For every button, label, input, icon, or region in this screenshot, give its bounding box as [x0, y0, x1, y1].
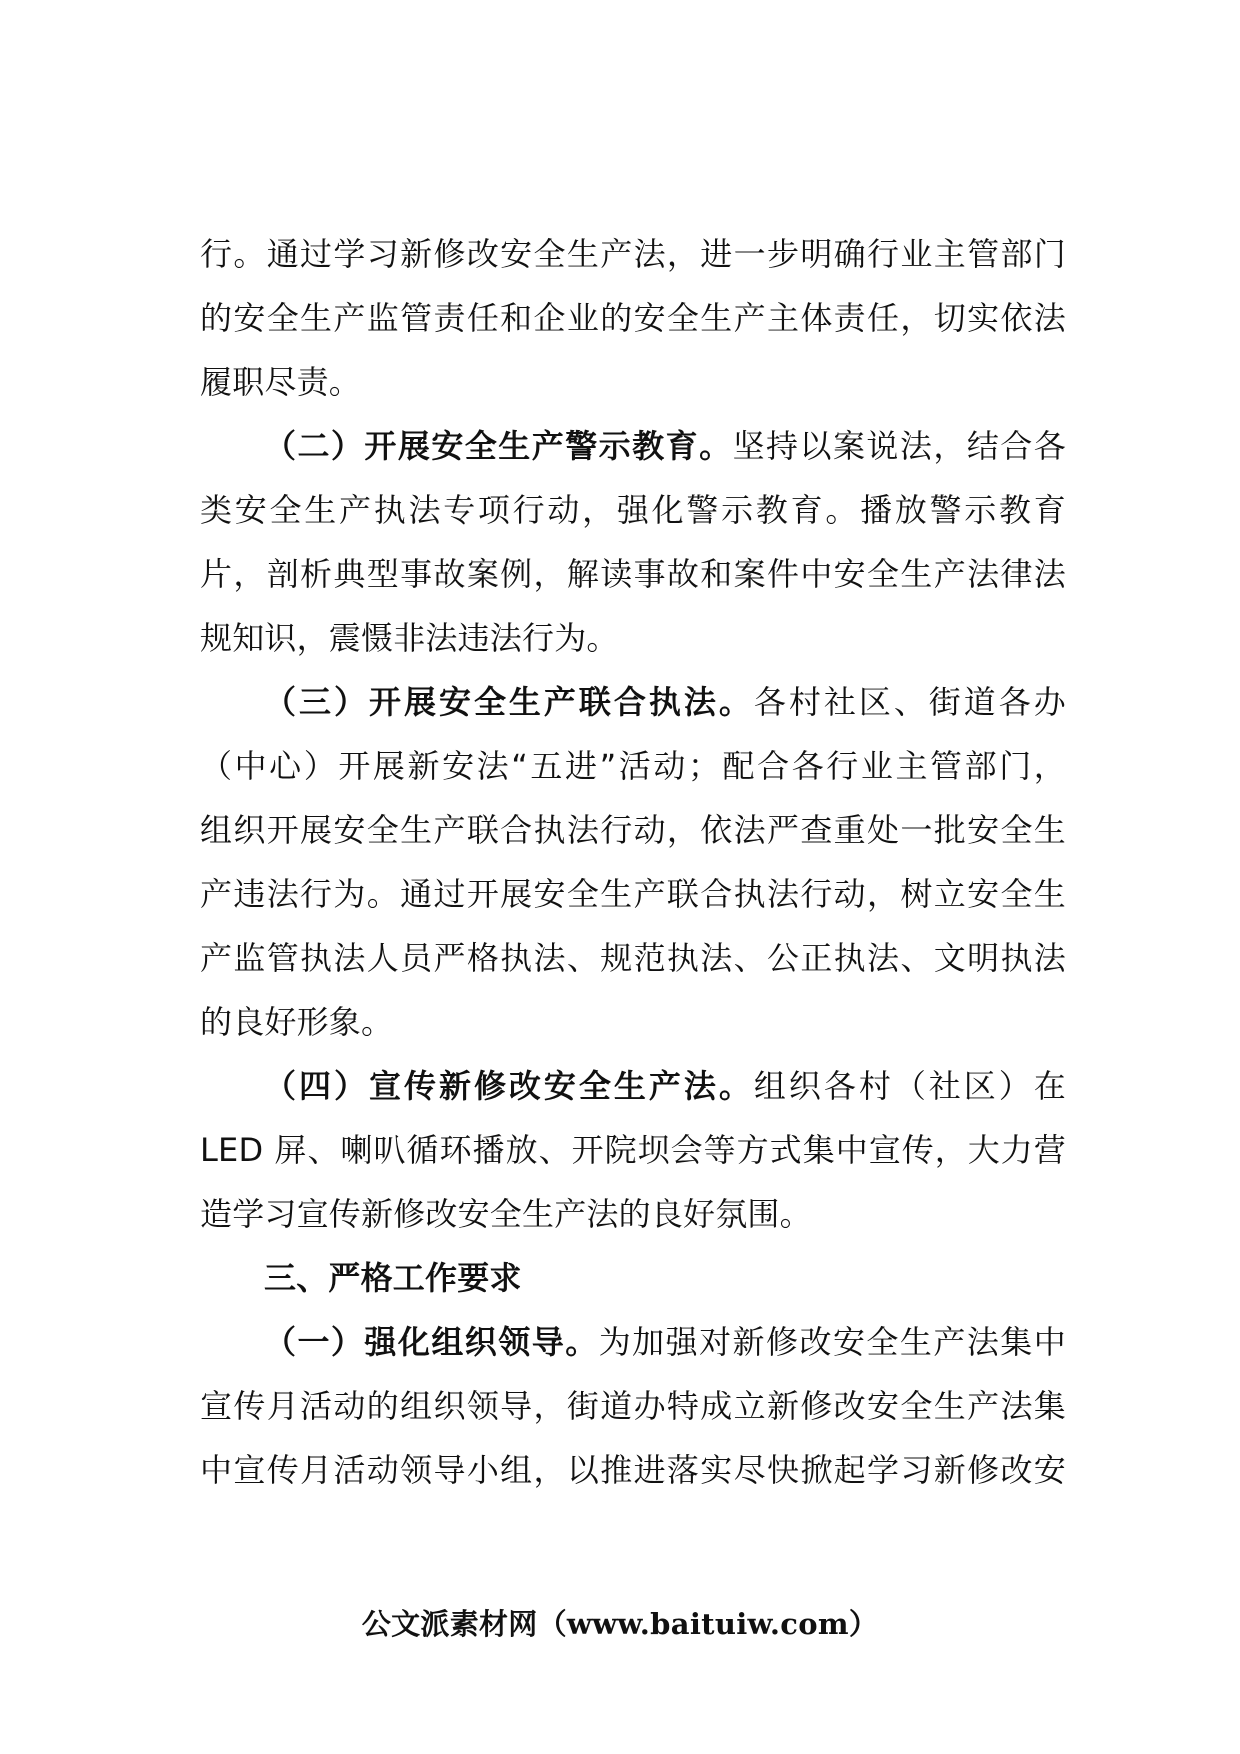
text-line: [200, 350, 1066, 414]
text-line: [200, 1246, 1066, 1310]
bold-lead: （四）宣传新修改安全生产法。: [264, 1067, 754, 1105]
text-line: [200, 1118, 1066, 1182]
line-text: 各村社区、街道各办: [753, 683, 1066, 721]
text-line: [200, 1438, 1066, 1502]
line-text: 行。通过学习新修改安全生产法，进一步明确行业主管部门: [200, 235, 1066, 273]
line-text: LED 屏、喇叭循环播放、开院坝会等方式集中宣传，大力营: [200, 1131, 1066, 1169]
line-text: 为加强对新修改安全生产法集中: [598, 1323, 1066, 1361]
text-line: [200, 670, 1066, 734]
bold-lead: 三、严格工作要求: [264, 1259, 522, 1297]
text-line: [200, 990, 1066, 1054]
line-text: 的良好形象。: [200, 1003, 394, 1041]
text-line: [200, 926, 1066, 990]
line-text: 组织各村（社区）在: [753, 1067, 1066, 1105]
line-text: 造学习宣传新修改安全生产法的良好氛围。: [200, 1195, 812, 1233]
line-text: 类安全生产执法专项行动，强化警示教育。播放警示教育: [200, 491, 1066, 529]
text-line: [200, 222, 1066, 286]
bold-lead: （二）开展安全生产警示教育。: [264, 427, 733, 465]
line-text: 的安全生产监管责任和企业的安全生产主体责任，切实依法: [200, 299, 1066, 337]
text-line: [200, 734, 1066, 798]
line-text: 规知识，震慑非法违法行为。: [200, 619, 619, 657]
text-line: [200, 478, 1066, 542]
line-text: 片，剖析典型事故案例，解读事故和案件中安全生产法律法: [200, 555, 1066, 593]
text-line: [200, 1054, 1066, 1118]
line-text: （中心）开展新安法“五进”活动；配合各行业主管部门，: [200, 747, 1066, 785]
text-line: [200, 798, 1066, 862]
footer-watermark: 公文派素材网（www.baituiw.com）: [361, 1607, 879, 1641]
line-text: 产监管执法人员严格执法、规范执法、公正执法、文明执法: [200, 939, 1066, 977]
text-line: [200, 414, 1066, 478]
line-text: 组织开展安全生产联合执法行动，依法严查重处一批安全生: [200, 811, 1066, 849]
text-line: [200, 862, 1066, 926]
line-text: 坚持以案说法，结合各: [732, 427, 1066, 465]
line-text: 产违法行为。通过开展安全生产联合执法行动，树立安全生: [200, 875, 1066, 913]
line-text: 中宣传月活动领导小组，以推进落实尽快掀起学习新修改安: [200, 1451, 1066, 1489]
line-text: 宣传月活动的组织领导，街道办特成立新修改安全生产法集: [200, 1387, 1066, 1425]
text-line: [200, 1310, 1066, 1374]
text-line: [200, 1374, 1066, 1438]
text-line: [200, 1182, 1066, 1246]
document-body: [200, 222, 1066, 1502]
bold-lead: （一）强化组织领导。: [264, 1323, 599, 1361]
text-line: [200, 286, 1066, 350]
text-line: [200, 606, 1066, 670]
text-line: [200, 542, 1066, 606]
bold-lead: （三）开展安全生产联合执法。: [264, 683, 754, 721]
line-text: 履职尽责。: [200, 363, 362, 401]
